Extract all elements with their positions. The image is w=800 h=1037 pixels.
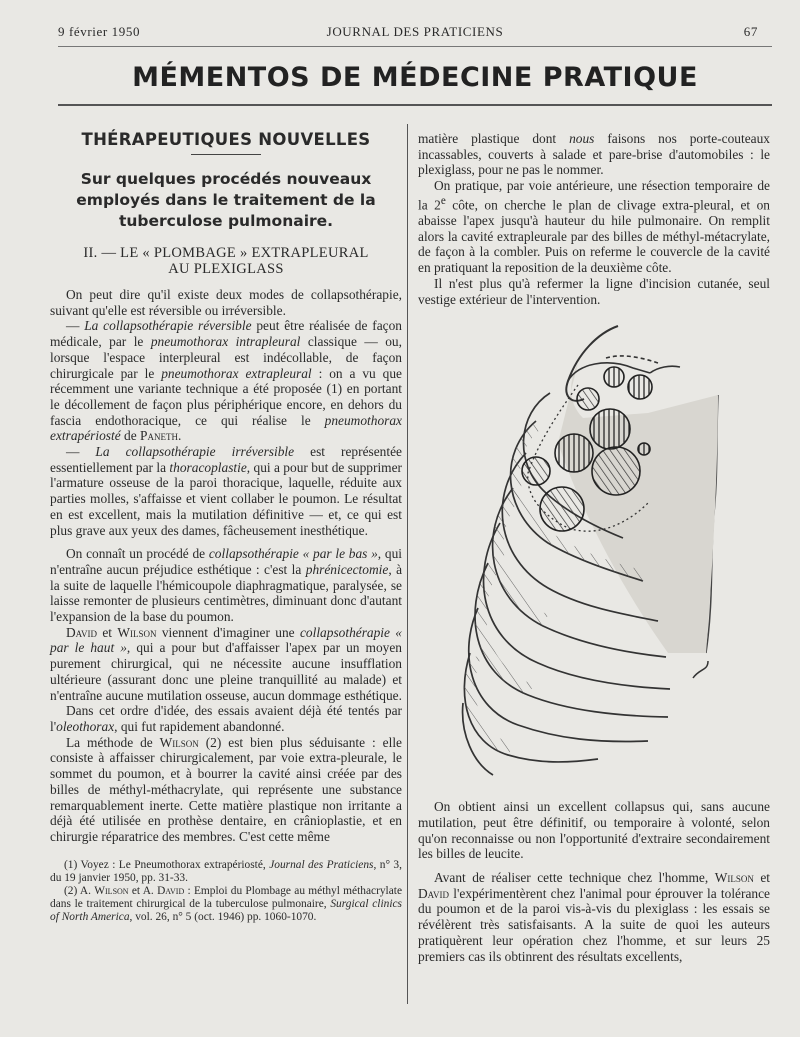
plexiglass-ball: [628, 375, 652, 399]
wall-wave: [693, 661, 708, 678]
right-body-text-top: [418, 131, 770, 307]
paragraph: matière plastique dont nous faisons nos porte-couteaux incassables, couverts à salade et pare-brise d'automobiles : le plexiglass, pour ne pas le nommer.: [418, 131, 771, 178]
part-heading: [50, 245, 402, 277]
paragraph: Avant de réaliser cette technique chez l'homme, Wilson et David l'expérimentèrent chez l'animal pour éprouver la tolérance du poumon et de la paroi vis-à-vis du plexiglass : les essais se révélèrent très satisfaisants. A la suite de quoi les auteurs pratiquèrent leur opération chez l'homme, et sur leurs 25 premiers cas ils obtinrent des résultats excellents,: [418, 870, 770, 964]
right-body-text-bottom: [418, 799, 770, 964]
plexiglass-ball: [555, 434, 593, 472]
page-number: 67: [743, 24, 758, 39]
paragraph: Dans cet ordre d'idée, des essais avaient déjà été tentés par l'oleothorax, qui fut rapidement abandonné.: [50, 703, 402, 734]
title-rule: [58, 104, 772, 106]
plexiglass-ball: [592, 447, 640, 495]
issue-date: 9 février 1950: [58, 24, 141, 39]
part-heading-line-1: II. — LE « PLOMBAGE » EXTRAPLEURAL: [83, 245, 369, 261]
plexiglass-ball: [590, 409, 630, 449]
page-title: MÉMENTOS DE MÉDECINE PRATIQUE: [132, 62, 698, 93]
right-column: [418, 131, 770, 964]
paragraph: — La collapsothérapie irréversible est représentée essentiellement par la thoracoplastie, qui a pour but de supprimer l'armature osseuse de la paroi thoracique, laquelle, réduite aux parties molles, s'affaisse et vient collaber le poumon. Le résultat en est excellent, mais la mutilation définitive — et, ce qui est plus grave aux yeux des dames, fâcheusement inesthétique.: [50, 444, 402, 538]
header-rule: [58, 46, 772, 47]
journal-name: JOURNAL DES PRATICIENS: [326, 24, 504, 39]
first-rib-end: [650, 366, 680, 373]
article-subheading: Sur quelques procédés nouveaux employés dans le traitement de la tuberculose pulmonaire.: [76, 170, 376, 230]
section-rule: [191, 154, 261, 155]
running-head: [58, 24, 772, 42]
section-heading: THÉRAPEUTIQUES NOUVELLES: [81, 130, 371, 149]
part-heading-line-2: AU PLEXIGLASS: [168, 261, 284, 277]
rib: [464, 653, 598, 762]
paragraph: David et Wilson viennent d'imaginer une collapsothérapie « par le haut », qui a pour but d'affaisser l'apex par un moyen purement chirurgical, qui ne nécessite aucune insufflation ultérieure (assurant donc une pleine tranquillité au malade) et n'entraîne aucune mutilation osseuse, aucun dommage esthétique.: [50, 624, 402, 703]
plexiglass-ball: [577, 388, 599, 410]
footnotes: [50, 859, 402, 925]
paragraph: La méthode de Wilson (2) est bien plus séduisante : elle consiste à affaisser chirurgicalement, par voie extra-pleurale, le sommet du poumon, et à bourrer la cavité ainsi créée par des billes de méthyl-méthacrylate, qui représente une substance remarquablement inerte. Cette matière plastique non irritante a déjà été utilisée en prothèse dentaire, en crânioplastie, et en chirurgie réparatrice des membres. C'est cette même: [50, 734, 402, 844]
footnote-2: (2) A. Wilson et A. David : Emploi du Plombage au méthyl méthacrylate dans le traitement chirurgical de la tuberculose pulmonaire, Surgical clinics of North America, vol. 26, n° 5 (oct. 1946) pp. 1060-1070.: [50, 885, 402, 924]
paragraph: Il n'est plus qu'à refermer la ligne d'incision cutanée, seul vestige extérieur de l'intervention.: [418, 275, 770, 307]
paragraph: On peut dire qu'il existe deux modes de collapsothérapie, suivant qu'elle est réversible ou irréversible.: [50, 287, 402, 318]
left-column: [50, 126, 402, 925]
plexiglass-ball: [604, 367, 624, 387]
paragraph: On obtient ainsi un excellent collapsus qui, sans aucune mutilation, peut être définitif, ou temporaire à volonté, selon qu'on reconnaisse ou non l'opportunité d'extraire secondairement les billes de leucite.: [418, 799, 770, 862]
paragraph: — La collapsothérapie réversible peut être réalisée de façon médicale, par le pneumothorax intrapleural classique — ou, lorsque l'espace interpleural est indécollable, de façon chirurgicale par le pneumothorax extrapleural : on a vu que récemment une variante technique a été proposée (1) en portant le décollement de façon plus périphérique encore, en dehors du fascia endothoracique, ce qui réalise le pneumothorax extrapériosté de Paneth.: [50, 318, 402, 444]
plexiglass-ball: [522, 457, 550, 485]
plexiglass-ball: [638, 443, 650, 455]
ribcage-drawing: [418, 323, 770, 793]
footnote-1: (1) Voyez : Le Pneumothorax extrapériosté, Journal des Praticiens, n° 3, du 19 janvier 1950, pp. 31-33.: [50, 858, 402, 884]
left-body-text: [50, 287, 402, 845]
column-divider: [407, 124, 408, 1004]
resected-rib: [606, 356, 658, 363]
paragraph: On pratique, par voie antérieure, une résection temporaire de la 2e côte, on cherche le plan de clivage extra-pleural, et on abaisse l'apex jusqu'à hauteur du hile pulmonaire. On remplit alors la cavité extrapleurale par des billes de méthyl-métacrylate, de façon à la combler. Puis on referme le couvercle de la cavité en pratiquant la reposition de la deuxième côte.: [418, 178, 770, 276]
paragraph: On connaît un procédé de collapsothérapie « par le bas », qui n'entraîne aucun préjudice esthétique : c'est la phrénicectomie, à la suite de laquelle l'hémicoupole diaphragmatique, paralysée, se laisse remonter de plusieurs centimètres, diminuant donc d'autant l'expansion de la base du poumon.: [50, 546, 403, 625]
ribcage-illustration: [418, 323, 770, 793]
plexiglass-ball: [540, 487, 584, 531]
